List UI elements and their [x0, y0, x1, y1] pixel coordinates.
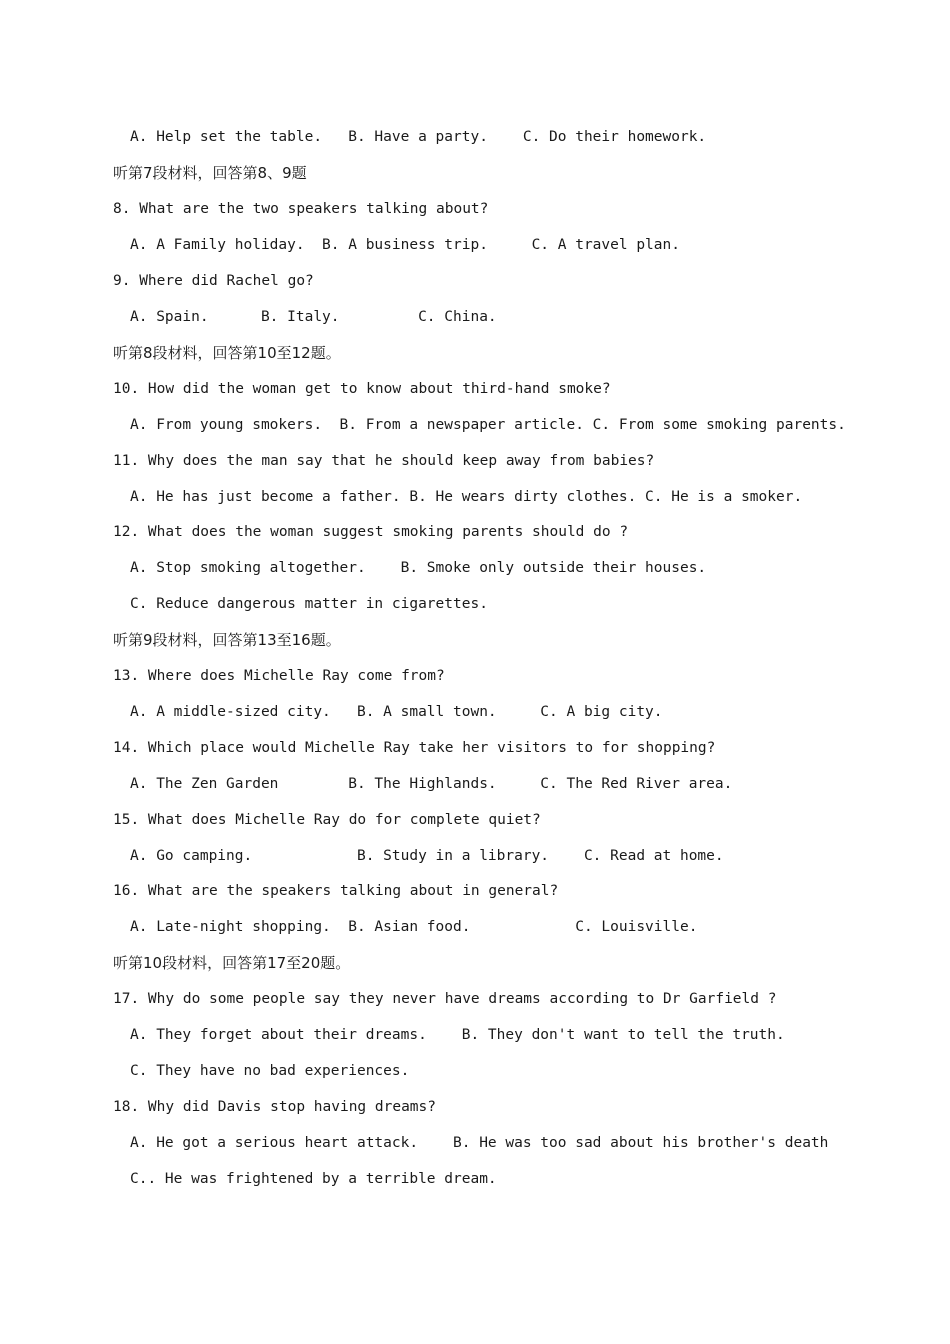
- q15-options: A. Go camping. B. Study in a library. C. Read at home.: [130, 848, 724, 864]
- question-14: 14. Which place would Michelle Ray take her visitors to for shopping?: [113, 740, 716, 756]
- q12-options-ab: A. Stop smoking altogether. B. Smoke only outside their houses.: [130, 560, 707, 576]
- question-18: 18. Why did Davis stop having dreams?: [113, 1099, 437, 1115]
- q14-options: A. The Zen Garden B. The Highlands. C. The Red River area.: [130, 776, 733, 792]
- question-17: 17. Why do some people say they never have dreams according to Dr Garfield ?: [113, 991, 777, 1007]
- q8-options: A. A Family holiday. B. A business trip. C. A travel plan.: [130, 237, 680, 253]
- question-16: 16. What are the speakers talking about in general?: [113, 883, 559, 899]
- question-8: 8. What are the two speakers talking about?: [113, 201, 489, 217]
- q18-options-ab: A. He got a serious heart attack. B. He was too sad about his brother's death: [130, 1135, 829, 1151]
- q16-options: A. Late-night shopping. B. Asian food. C. Louisville.: [130, 919, 698, 935]
- section-heading-8: 听第8段材料，回答第10至12题。: [113, 344, 341, 362]
- question-12: 12. What does the woman suggest smoking parents should do ?: [113, 524, 629, 540]
- question-15: 15. What does Michelle Ray do for complete quiet?: [113, 812, 541, 828]
- q18-option-c: C.. He was frightened by a terrible dream.: [130, 1171, 497, 1187]
- q11-options: A. He has just become a father. B. He wears dirty clothes. C. He is a smoker.: [130, 489, 803, 505]
- q10-options: A. From young smokers. B. From a newspaper article. C. From some smoking parents.: [130, 417, 846, 433]
- section-heading-7: 听第7段材料，回答第8、9题: [113, 164, 307, 182]
- question-9: 9. Where did Rachel go?: [113, 273, 314, 289]
- q9-options: A. Spain. B. Italy. C. China.: [130, 309, 497, 325]
- question-11: 11. Why does the man say that he should keep away from babies?: [113, 453, 655, 469]
- question-10: 10. How did the woman get to know about third-hand smoke?: [113, 381, 611, 397]
- q17-option-c: C. They have no bad experiences.: [130, 1063, 410, 1079]
- q17-options-ab: A. They forget about their dreams. B. They don't want to tell the truth.: [130, 1027, 785, 1043]
- section-heading-9: 听第9段材料，回答第13至16题。: [113, 631, 341, 649]
- section-heading-10: 听第10段材料，回答第17至20题。: [113, 954, 351, 972]
- q12-option-c: C. Reduce dangerous matter in cigarettes.: [130, 596, 488, 612]
- question-13: 13. Where does Michelle Ray come from?: [113, 668, 445, 684]
- q7-options: A. Help set the table. B. Have a party. C. Do their homework.: [130, 129, 707, 145]
- q13-options: A. A middle-sized city. B. A small town. C. A big city.: [130, 704, 663, 720]
